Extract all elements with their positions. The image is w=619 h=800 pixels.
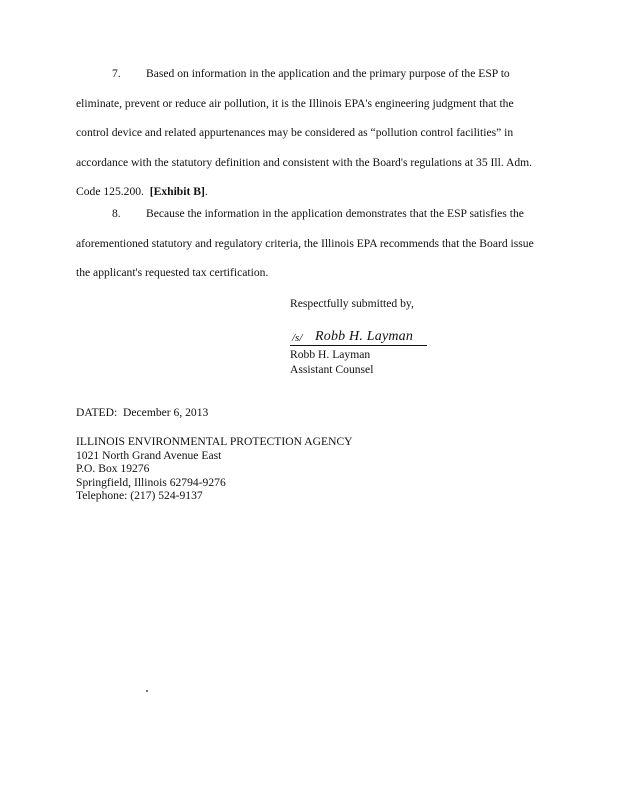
paragraph-7-end: . (204, 185, 208, 198)
paragraph-8-number: 8. (112, 207, 121, 220)
signature-line (290, 328, 427, 346)
dated-date: December 6, 2013 (123, 406, 209, 419)
scan-speck (146, 690, 148, 692)
signer-title: Assistant Counsel (290, 362, 374, 376)
dated-label: DATED: (76, 406, 118, 419)
signer-name: Robb H. Layman (290, 348, 371, 361)
paragraph-7 (76, 59, 544, 207)
agency-telephone: Telephone: (217) 524-9137 (76, 489, 203, 502)
agency-street: 1021 North Grand Avenue East (76, 448, 222, 462)
paragraph-8-text: Because the information in the application demonstrates that the ESP satisfies the aforementioned statutory and regulatory criteria, the Illinois EPA recommends that the Board issue the applicant's requested tax certification. (76, 207, 534, 279)
signature-closing: Respectfully submitted by, (290, 297, 414, 310)
dated-line (76, 406, 208, 420)
agency-address-block (76, 435, 353, 503)
signature-prefix: /s/ (292, 332, 303, 344)
exhibit-reference: [Exhibit B] (149, 185, 205, 198)
paragraph-7-text: Based on information in the application and the primary purpose of the ESP to eliminate, prevent or reduce air pollution, it is the Illinois EPA's engineering judgment that the control device and related appurtenances may be considered as “pollution control facilities” in accordance with the statutory definition and consistent with the Board's regulations at 35 Ill. Adm. Code 125.200. (76, 67, 533, 198)
agency-name: ILLINOIS ENVIRONMENTAL PROTECTION AGENCY (76, 435, 353, 448)
signature-block (290, 297, 550, 377)
paragraph-7-number: 7. (112, 67, 121, 80)
agency-city: Springfield, Illinois 62794-9276 (76, 475, 226, 489)
paragraph-8 (76, 199, 544, 288)
agency-po-box: P.O. Box 19276 (76, 462, 150, 475)
handwritten-signature: Robb H. Layman (315, 329, 414, 344)
